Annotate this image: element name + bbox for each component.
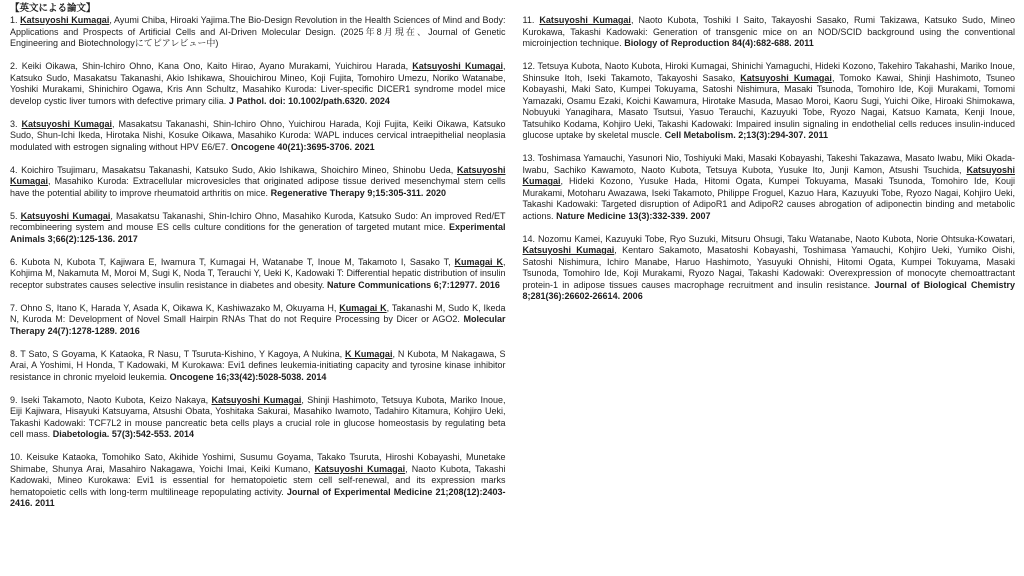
publication-entry-2 <box>10 61 506 107</box>
journal-citation: Experimental Animals 3;66(2):125-136. 2017 <box>10 222 506 244</box>
journal-citation: Journal of Biological Chemistry 8;281(36):26602-26614. 2006 <box>522 279 1015 301</box>
author-highlight: Katsuyoshi Kumagai <box>522 164 1015 186</box>
journal-citation: Molecular Therapy 24(7):1278-1289. 2016 <box>10 314 506 336</box>
author-highlight: K Kumagai <box>345 348 393 359</box>
entry-text: , Hideki Kozono, Yusuke Hada, Hitomi Ogata, Kumpei Tokuyama, Masaki Tsunoda, Tomohiro Ide, Kouji Murakami, Motoharu Awazawa, Iseki Takamoto, Philippe Froguel, Kazuo Hara, Kazuyuki Tobe, Ryozo Nagai, Kohjiro Ueki, Takashi Kadowaki: Targeted disruption of AdipoR1 and AdipoR2 causes abrogation of adiponectin binding and metabolic actions. <box>522 176 1015 221</box>
publication-entry-14 <box>523 234 1016 303</box>
journal-citation: Biology of Reproduction 84(4):682-688. 2011 <box>624 38 814 48</box>
entry-text: , N Kubota, M Nakagawa, S Arai, A Yoshimi, H Honda, T Kadowaki, M Kurokawa: Evi1 defines leukemia-initiating capacity and tyrosine kinase inhibitor resistance in chronic myeloid leukemia. <box>10 348 506 382</box>
entry-text: 12. Tetsuya Kubota, Naoto Kubota, Hiroki Kumagai, Shinichi Yamaguchi, Hideki Kozono, Takehiro Takahashi, Mariko Inoue, Shinsuke Itoh, Iseki Takamoto, Takayoshi Sasako, <box>522 61 1015 83</box>
author-highlight: Katsuyoshi Kumagai <box>539 15 631 25</box>
entry-text: 11. <box>522 15 540 25</box>
publication-entry-6 <box>10 257 506 292</box>
publication-entry-8 <box>10 349 506 384</box>
entry-text: 1. <box>10 15 21 25</box>
publication-list-right <box>523 15 1016 303</box>
journal-citation: Oncogene 40(21):3695-3706. 2021 <box>230 141 375 152</box>
entry-text: , Masakatsu Takanashi, Shin-Ichiro Ohno, Masahiko Kuroda, Katsuko Sudo: An improved Red/ET recombineering system and mouse ES cells culture conditions for the generation of targeted mutant mice. <box>10 210 506 232</box>
journal-citation: Nature Medicine 13(3):332-339. 2007 <box>556 210 711 221</box>
entry-text: 5. <box>10 210 21 221</box>
entry-text: 2. Keiki Oikawa, Shin-Ichiro Ohno, Kana Ono, Kaito Hirao, Ayano Murakami, Yuichirou Harada, <box>10 61 413 71</box>
author-highlight: Katsuyoshi Kumagai <box>21 118 113 129</box>
publication-entry-1 <box>10 15 506 50</box>
entry-text: 13. Toshimasa Yamauchi, Yasunori Nio, Toshiyuki Maki, Masaki Kobayashi, Takeshi Takazawa, Masato Iwabu, Miki Okada-Iwabu, Sachiko Kawamoto, Naoto Kubota, Tetsuya Kubota, Yusuke Ito, Junji Kamon, Atsushi Tsuchida, <box>522 153 1015 175</box>
entry-text: 6. Kubota N, Kubota T, Kajiwara E, Iwamura T, Kumagai H, Watanabe T, Inoue M, Takamoto I, Sasako T, <box>10 256 455 267</box>
entry-text: , Masahiko Kuroda: Extracellular microvesicles that originated adipose tissue derived mesenchymal stem cells have the potential ability to improve rheumatoid arthritis on mice. <box>10 176 506 198</box>
publication-entry-4 <box>10 165 506 200</box>
author-highlight: Katsuyoshi Kumagai <box>20 15 110 25</box>
author-highlight: Katsuyoshi Kumagai <box>412 61 503 71</box>
entry-text: , Naoto Kubota, Toshiki I Saito, Takayoshi Sasako, Rumi Takizawa, Katsuko Sudo, Mineo Kurokawa, Takashi Kadowaki: Generation of transgenic mice on an NOD/SCID background using the conventional microinjection technique. <box>522 15 1015 48</box>
publication-entry-13 <box>523 153 1016 222</box>
entry-text: 14. Nozomu Kamei, Kazuyuki Tobe, Ryo Suzuki, Mitsuru Ohsugi, Taku Watanabe, Naoto Kubota, Norie Ohtsuka-Kowatari, <box>522 233 1015 244</box>
entry-text: , Shinji Hashimoto, Tetsuya Kubota, Mariko Inoue, Eiji Kajiwara, Hisayuki Katsuyama, Atsushi Obata, Yoshitaka Sakurai, Masahiko Iwamoto, Tadahiro Kitamura, Kohjiro Ueki, Takashi Kadowaki: TCF7L2 in mouse pancreatic beta cells plays a crucial role in glucose homeostasis by regulating beta cell mass. <box>10 394 506 439</box>
publication-entry-5 <box>10 211 506 246</box>
journal-citation: Diabetologia. 57(3):542-553. 2014 <box>52 429 194 439</box>
author-highlight: Katsuyoshi Kumagai <box>314 463 406 474</box>
publication-entry-12 <box>523 61 1016 142</box>
author-highlight: Kumagai K <box>339 302 387 313</box>
entry-text: , Masakatsu Takanashi, Shin-Ichiro Ohno, Yuichirou Harada, Koji Fujita, Keiki Oikawa, Katsuko Sudo, Shun-Ichi Ikeda, Hirotaka Nishi, Kosuke Oikawa, Masahiko Kuroda: WAPL induces cervical intraepithelial neoplasia modulated with estrogen signaling without HPV E6/E7. <box>10 118 506 152</box>
journal-citation: Oncogene 16;33(42):5028-5038. 2014 <box>169 371 327 382</box>
author-highlight: Katsuyoshi Kumagai <box>10 164 506 186</box>
entry-text: , Naoto Kubota, Takashi Kadowaki, Mineo Kurokawa: Evi1 is essential for hematopoietic stem cell self-renewal, and its expression marks hematopoietic cells with long-term multilineage repopulating activity. <box>10 463 506 497</box>
author-highlight: Katsuyoshi Kumagai <box>211 394 302 405</box>
journal-citation: Nature Communications 6;7:12977. 2016 <box>327 279 500 290</box>
entry-text: , Katsuko Sudo, Masakatsu Takanashi, Akio Ishikawa, Shouichirou Mineo, Koji Fujita, Tomohiro Umezu, Noriko Watanabe, Yoshiki Murakami, Shinichiro Ogawa, Kris Ann Schultz, Masahiko Kuroda: Liver-specific DICER1 syndrome model mice develop cystic liver tumors with defective primary cilia. <box>10 61 506 106</box>
author-highlight: Katsuyoshi Kumagai <box>522 245 615 255</box>
author-highlight: Katsuyoshi Kumagai <box>20 210 111 221</box>
publication-entry-9 <box>10 395 506 441</box>
entry-text: 3. <box>10 118 22 129</box>
journal-citation: Journal of Experimental Medicine 21;208(12):2403-2416. 2011 <box>10 486 506 508</box>
entry-text: 8. T Sato, S Goyama, K Kataoka, R Nasu, T Tsuruta-Kishino, Y Kagoya, A Nukina, <box>10 348 346 359</box>
entry-text: , Kohjima M, Nakamuta M, Moroi M, Sugi K, Noda T, Terauchi Y, Ueki K, Kadowaki T: Differential hepatic distribution of insulin receptor substrates causes selective insulin resistance in diabetes and obesity. <box>10 256 506 290</box>
publication-entry-11 <box>523 15 1016 50</box>
entry-text: , Ayumi Chiba, Hiroaki Yajima.The Bio-Design Revolution in the Health Sciences of Mind and Body: Applications and Prospects of Artificial Cells and AI-Driven Molecular Design. (2025年8月現在、Journal of Genetic Engineering and Biotechnologyにてピアレビュー中) <box>10 15 506 48</box>
entry-text: , Tomoko Kawai, Shinji Hashimoto, Tsuneo Kobayashi, Maki Sato, Kumpei Tokuyama, Satoshi Nishimura, Masaki Tsunoda, Tomohiro Ide, Koji Murakami, Tomomi Yamazaki, Osamu Ezaki, Koichi Kawamura, Hirotake Masuda, Masao Moroi, Kaoru Sugi, Yuichi Oike, Hiroaki Shimokawa, Nobuyuki Yanagihara, Masato Tsutsui, Yasuo Terauchi, Kazuyuki Tobe, Ryozo Nagai, Katsuo Kamata, Kenji Inoue, Tatsuhiko Kodama, Kohjiro Ueki, Takashi Kadowaki: Impaired insulin signaling in endothelial cells reduces insulin-induced glucose uptake by skeletal muscle. <box>522 72 1015 140</box>
author-highlight: Katsuyoshi Kumagai <box>740 72 832 83</box>
entry-text: 7. Ohno S, Itano K, Harada Y, Asada K, Oikawa K, Kashiwazako M, Okuyama H, <box>10 302 340 313</box>
right-column <box>523 3 1016 521</box>
entry-text: 4. Koichiro Tsujimaru, Masakatsu Takanashi, Katsuko Sudo, Akio Ishikawa, Shoichiro Mineo, Shinobu Ueda, <box>10 164 457 175</box>
entry-text: 9. Iseki Takamoto, Naoto Kubota, Keizo Nakaya, <box>10 394 212 405</box>
entry-text: , Takanashi M, Sudo K, Ikeda N, Kuroda M: Development of Novel Small Hairpin RNAs That do not Require Processing by Dicer or AGO2. <box>10 302 506 324</box>
entry-text: 10. Keisuke Kataoka, Tomohiko Sato, Akihide Yoshimi, Susumu Goyama, Takako Tsuruta, Hiroshi Kobayashi, Munetake Shimabe, Shunya Arai, Masahiro Nakagawa, Yoichi Imai, Keiki Kumano, <box>10 452 506 474</box>
author-highlight: Kumagai K <box>454 256 503 267</box>
entry-text: , Kentaro Sakamoto, Masatoshi Kobayashi, Toshimasa Yamauchi, Kohjiro Ueki, Yumiko Oishi, Satoshi Nishimura, Ichiro Manabe, Haruo Hashimoto, Yasuyuki Ohnishi, Hitomi Ogata, Kumpei Tokuyama, Masaki Tsunoda, Tomohiro Ide, Koji Murakami, Ryozo Nagai, Takashi Kadowaki: Overexpression of monocyte chemoattractant protein-1 in adipose tissues causes macrophage recruitment and insulin resistance. <box>522 245 1015 290</box>
publication-list-left <box>10 15 506 510</box>
publication-entry-7 <box>10 303 506 338</box>
publication-entry-3 <box>10 119 506 154</box>
publication-entry-10 <box>10 452 506 510</box>
journal-citation: Cell Metabolism. 2;13(3):294-307. 2011 <box>664 130 828 140</box>
journal-citation: Regenerative Therapy 9;15:305-311. 2020 <box>270 187 447 198</box>
journal-citation: J Pathol. doi: 10.1002/path.6320. 2024 <box>228 95 390 106</box>
left-column <box>10 3 506 521</box>
section-title: 【英文による論文】 <box>10 3 96 14</box>
